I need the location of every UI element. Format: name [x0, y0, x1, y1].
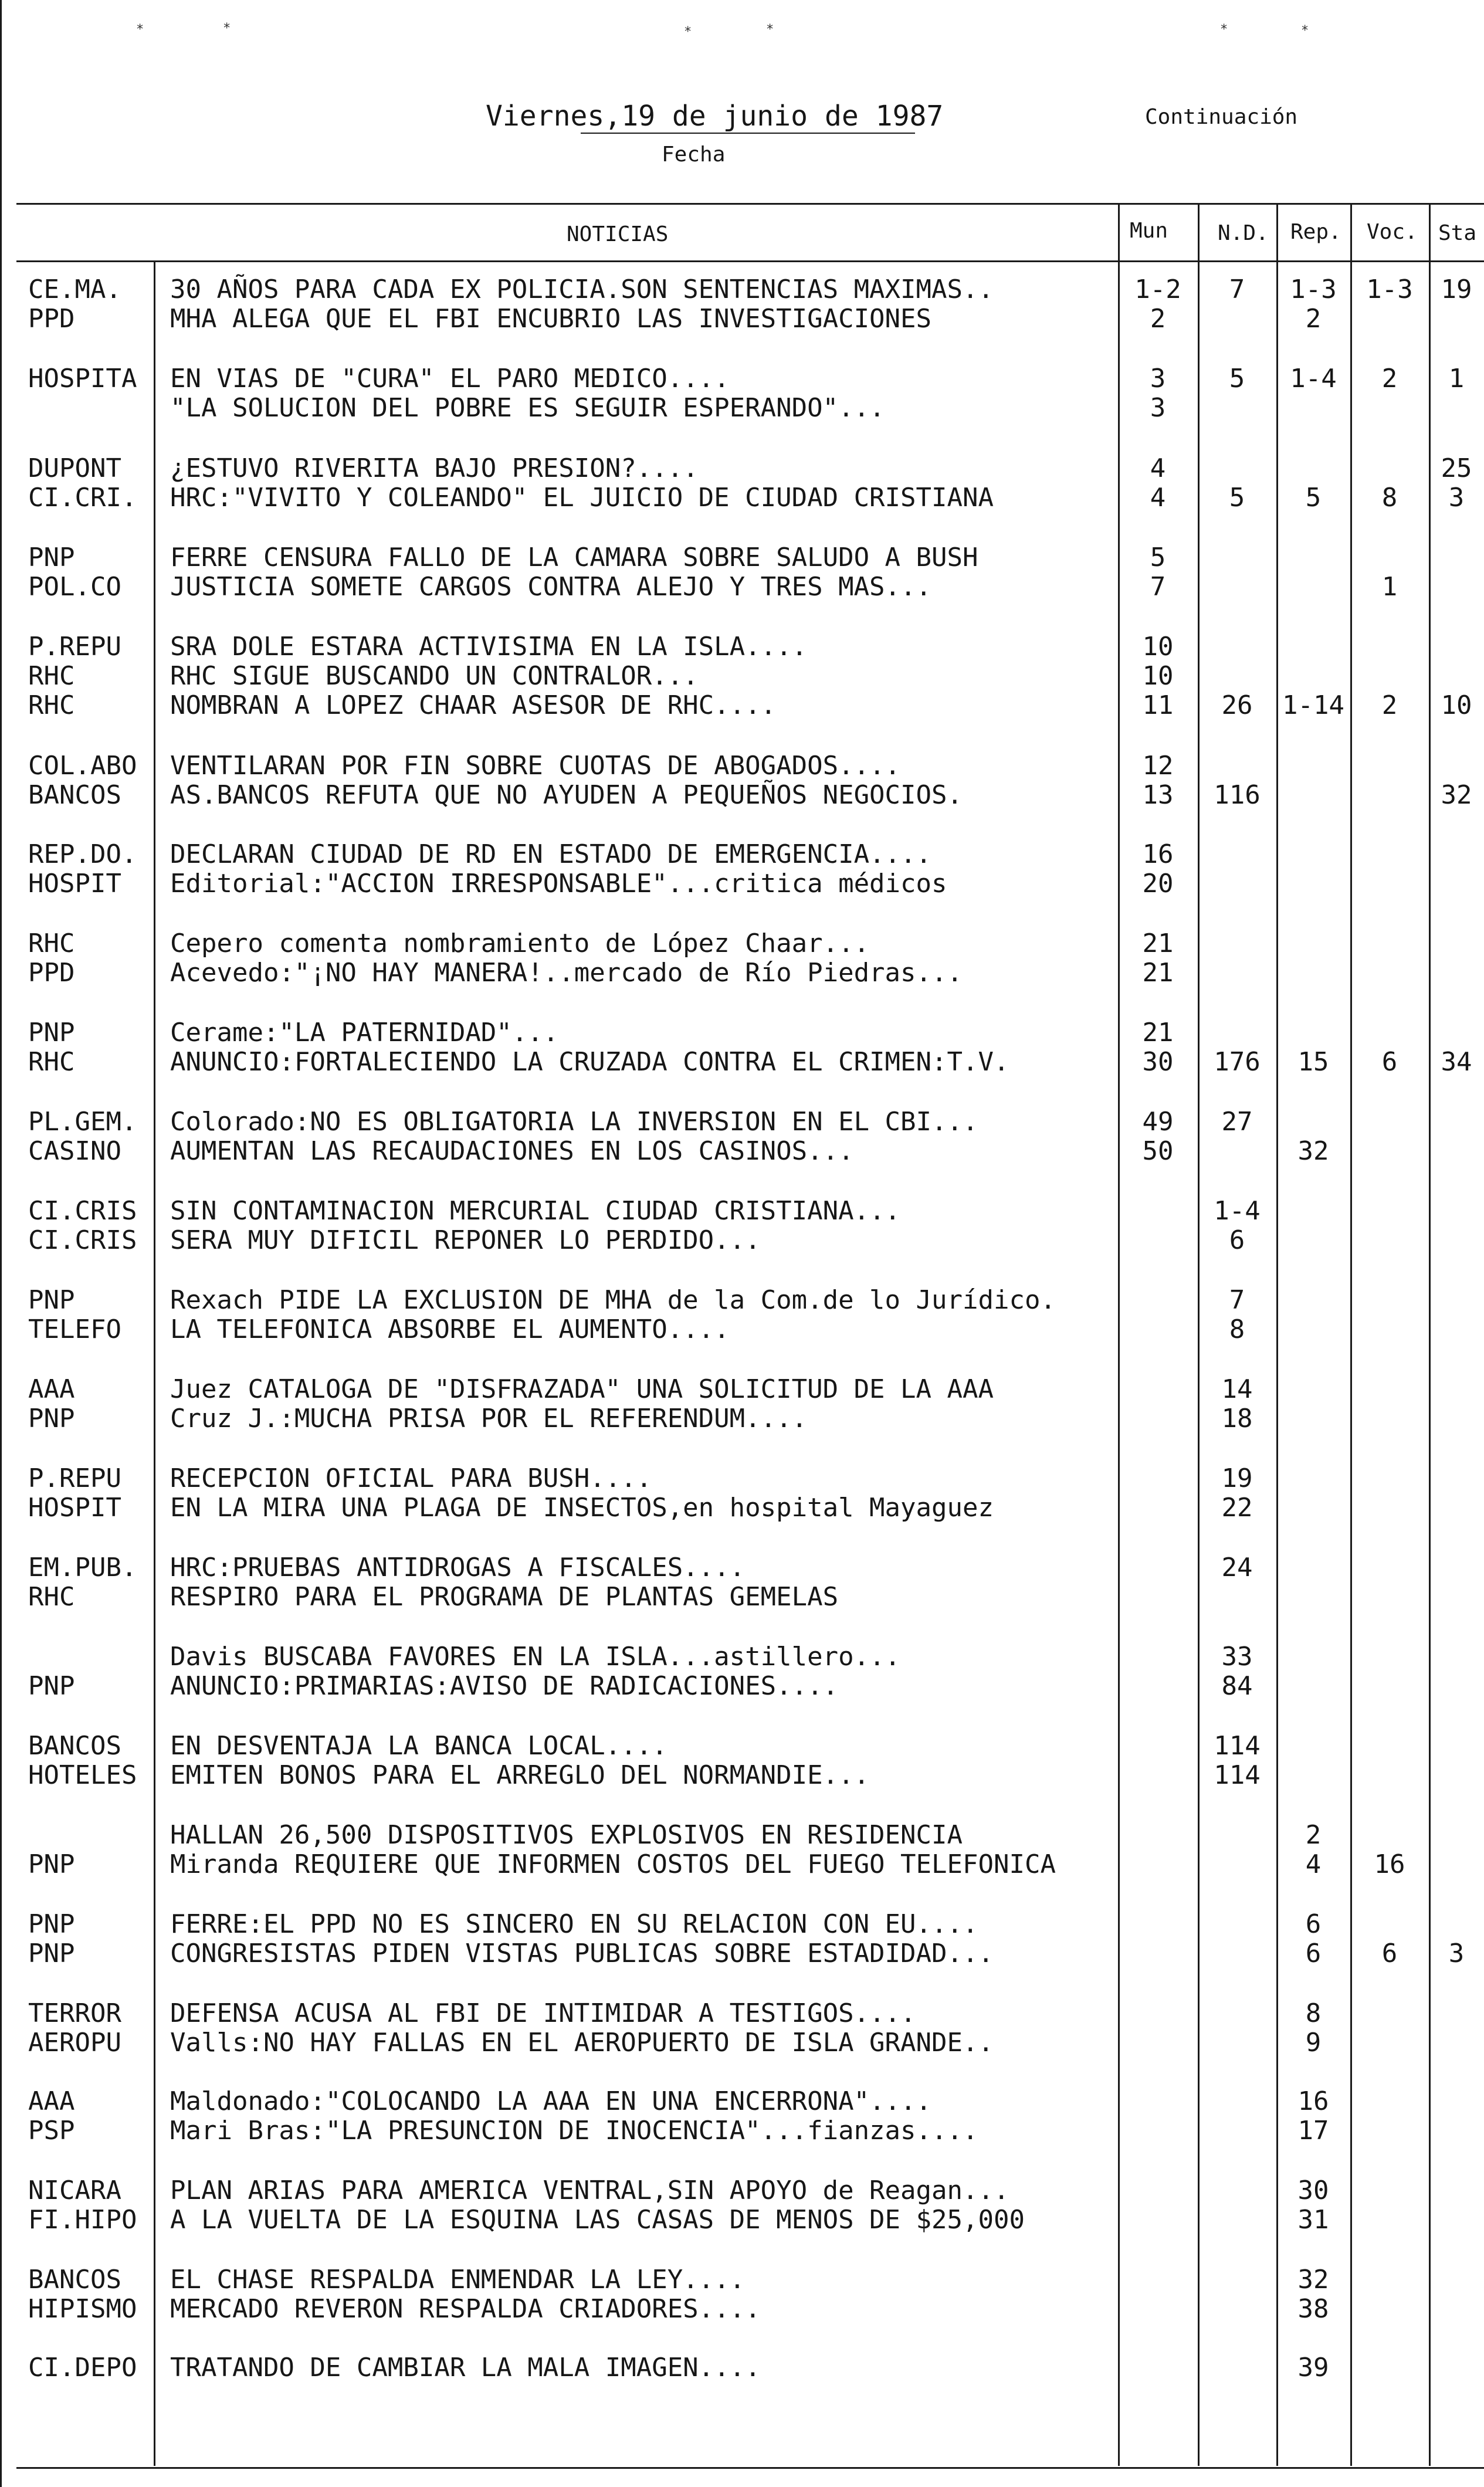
row-mun-value: 30 — [1142, 1047, 1174, 1077]
row-headline: DECLARAN CIUDAD DE RD EN ESTADO DE EMERGENCIA.... — [170, 839, 932, 869]
row-category: POL.CO — [28, 572, 121, 602]
row-category: REP.DO. — [28, 839, 137, 869]
row-nd-value: 26 — [1221, 690, 1253, 720]
table-row — [0, 1107, 1484, 1140]
table-row — [0, 1464, 1484, 1497]
row-category: PNP — [28, 1404, 75, 1434]
row-rep-value: 5 — [1305, 483, 1322, 513]
row-mun-value: 21 — [1142, 929, 1174, 958]
row-category: RHC — [28, 929, 75, 958]
table-row — [0, 483, 1484, 516]
table-row — [0, 2295, 1484, 2327]
row-category: RHC — [28, 1047, 75, 1077]
row-nd-value: 7 — [1229, 1285, 1245, 1315]
row-nd-value: 114 — [1214, 1731, 1261, 1761]
table-row — [0, 1018, 1484, 1051]
row-nd-value: 18 — [1221, 1404, 1253, 1434]
row-rep-value: 1-14 — [1282, 690, 1344, 720]
row-rep-value: 32 — [1297, 2265, 1329, 2295]
row-category: HOSPIT — [28, 869, 121, 899]
table-row — [0, 275, 1484, 308]
row-headline: ¿ESTUVO RIVERITA BAJO PRESION?.... — [170, 453, 699, 483]
row-rep-value: 2 — [1305, 1820, 1322, 1850]
row-category: PL.GEM. — [28, 1107, 137, 1137]
row-mun-value: 10 — [1142, 632, 1174, 662]
row-sta-value: 10 — [1441, 690, 1472, 720]
table-row — [0, 304, 1484, 337]
table-row — [0, 1939, 1484, 1972]
row-headline: Acevedo:"¡NO HAY MANERA!..mercado de Río Piedras... — [170, 958, 963, 988]
table-row — [0, 929, 1484, 962]
table-row — [0, 1048, 1484, 1080]
row-nd-value: 14 — [1221, 1374, 1253, 1404]
row-headline: LA TELEFONICA ABSORBE EL AUMENTO.... — [170, 1314, 730, 1344]
table-row — [0, 1375, 1484, 1408]
table-row — [0, 1583, 1484, 1615]
row-category: PSP — [28, 2116, 75, 2146]
row-headline: "LA SOLUCION DEL POBRE ES SEGUIR ESPERANDO"... — [170, 393, 885, 423]
row-headline: Cepero comenta nombramiento de López Chaar... — [170, 929, 870, 958]
scan-mark: * — [223, 21, 231, 36]
row-headline: RHC SIGUE BUSCANDO UN CONTRALOR... — [170, 661, 699, 691]
row-headline: RESPIRO PARA EL PROGRAMA DE PLANTAS GEMELAS — [170, 1582, 839, 1612]
row-sta-value: 3 — [1448, 1939, 1465, 1968]
scan-mark: * — [766, 22, 774, 37]
row-mun-value: 2 — [1150, 304, 1166, 334]
row-mun-value: 7 — [1150, 572, 1166, 602]
row-rep-value: 31 — [1297, 2205, 1329, 2235]
row-mun-value: 20 — [1142, 869, 1174, 899]
row-headline: Davis BUSCABA FAVORES EN LA ISLA...astillero... — [170, 1642, 901, 1672]
row-rep-value: 38 — [1297, 2294, 1329, 2324]
row-nd-value: 7 — [1229, 275, 1245, 304]
row-category: PPD — [28, 304, 75, 334]
row-category: BANCOS — [28, 780, 121, 810]
table-row — [0, 1732, 1484, 1764]
row-sta-value: 19 — [1441, 275, 1472, 304]
row-nd-value: 84 — [1221, 1671, 1253, 1701]
row-headline: Miranda REQUIERE QUE INFORMEN COSTOS DEL FUEGO TELEFONICA — [170, 1849, 1056, 1879]
row-category: PNP — [28, 1671, 75, 1701]
row-headline: EN LA MIRA UNA PLAGA DE INSECTOS,en hospital Mayaguez — [170, 1493, 994, 1523]
row-headline: DEFENSA ACUSA AL FBI DE INTIMIDAR A TESTIGOS.... — [170, 1998, 916, 2028]
row-category: AAA — [28, 2086, 75, 2116]
row-category: PNP — [28, 1939, 75, 1968]
row-headline: FERRE:EL PPD NO ES SINCERO EN SU RELACION CON EU.... — [170, 1909, 978, 1939]
table-bottom-rule — [16, 2467, 1484, 2469]
row-headline: CONGRESISTAS PIDEN VISTAS PUBLICAS SOBRE ESTADIDAD... — [170, 1939, 994, 1968]
row-rep-value: 32 — [1297, 1136, 1329, 1166]
row-category: FI.HIPO — [28, 2205, 137, 2235]
row-headline: HALLAN 26,500 DISPOSITIVOS EXPLOSIVOS EN RESIDENCIA — [170, 1820, 963, 1850]
row-nd-value: 6 — [1229, 1225, 1245, 1255]
row-headline: AUMENTAN LAS RECAUDACIONES EN LOS CASINOS... — [170, 1136, 854, 1166]
row-category: HOTELES — [28, 1760, 137, 1790]
row-category: AAA — [28, 1374, 75, 1404]
table-row — [0, 1999, 1484, 2032]
row-headline: EN VIAS DE "CURA" EL PARO MEDICO.... — [170, 364, 730, 394]
row-headline: SRA DOLE ESTARA ACTIVISIMA EN LA ISLA.... — [170, 632, 808, 662]
row-nd-value: 24 — [1221, 1553, 1253, 1583]
row-headline: EL CHASE RESPALDA ENMENDAR LA LEY.... — [170, 2265, 746, 2295]
table-row — [0, 1197, 1484, 1229]
row-category: PNP — [28, 1285, 75, 1315]
row-mun-value: 4 — [1150, 483, 1166, 513]
table-row — [0, 2265, 1484, 2298]
scan-mark: * — [684, 25, 692, 39]
table-row — [0, 2205, 1484, 2238]
row-headline: Mari Bras:"LA PRESUNCION DE INOCENCIA"...fianzas.... — [170, 2116, 978, 2146]
table-row — [0, 1286, 1484, 1319]
row-category: RHC — [28, 690, 75, 720]
row-headline: ANUNCIO:FORTALECIENDO LA CRUZADA CONTRA EL CRIMEN:T.V. — [170, 1047, 1009, 1077]
row-voc-value: 2 — [1381, 364, 1398, 394]
row-rep-value: 17 — [1297, 2116, 1329, 2146]
row-headline: MHA ALEGA QUE EL FBI ENCUBRIO LAS INVESTIGACIONES — [170, 304, 932, 334]
row-headline: AS.BANCOS REFUTA QUE NO AYUDEN A PEQUEÑOS NEGOCIOS. — [170, 780, 963, 810]
row-category: TERROR — [28, 1998, 121, 2028]
date-line: Viernes,19 de junio de 1987 — [486, 100, 944, 133]
date-caption: Fecha — [662, 143, 726, 167]
table-row — [0, 1761, 1484, 1794]
table-row — [0, 1850, 1484, 1883]
scan-mark: * — [1301, 23, 1309, 38]
row-nd-value: 5 — [1229, 364, 1245, 394]
col-header-mun: Mun — [1130, 219, 1168, 243]
row-rep-value: 1-3 — [1290, 275, 1337, 304]
row-category: P.REPU — [28, 632, 121, 662]
col-header-voc: Voc. — [1367, 220, 1418, 244]
table-row — [0, 2176, 1484, 2209]
row-nd-value: 114 — [1214, 1760, 1261, 1790]
row-category: EM.PUB. — [28, 1553, 137, 1583]
table-row — [0, 751, 1484, 784]
row-mun-value: 13 — [1142, 780, 1174, 810]
row-voc-value: 1 — [1381, 572, 1398, 602]
row-mun-value: 16 — [1142, 839, 1174, 869]
row-mun-value: 21 — [1142, 1018, 1174, 1048]
row-headline: 30 AÑOS PARA CADA EX POLICIA.SON SENTENCIAS MAXIMAS.. — [170, 275, 994, 304]
row-category: NICARA — [28, 2176, 121, 2205]
table-row — [0, 2028, 1484, 2061]
table-row — [0, 781, 1484, 814]
table-row — [0, 1493, 1484, 1526]
table-row — [0, 2116, 1484, 2149]
table-row — [0, 2087, 1484, 2120]
row-mun-value: 1-2 — [1134, 275, 1181, 304]
row-rep-value: 39 — [1297, 2353, 1329, 2383]
table-row — [0, 1553, 1484, 1586]
table-row — [0, 394, 1484, 426]
table-row — [0, 2353, 1484, 2386]
row-rep-value: 1-4 — [1290, 364, 1337, 394]
row-category: HOSPITA — [28, 364, 137, 394]
row-voc-value: 8 — [1381, 483, 1398, 513]
row-category: DUPONT — [28, 453, 121, 483]
row-category: PNP — [28, 1849, 75, 1879]
table-row — [0, 662, 1484, 694]
row-rep-value: 6 — [1305, 1939, 1322, 1968]
row-sta-value: 3 — [1448, 483, 1465, 513]
scan-mark: * — [1220, 22, 1228, 37]
row-headline: Colorado:NO ES OBLIGATORIA LA INVERSION EN EL CBI... — [170, 1107, 978, 1137]
row-rep-value: 15 — [1297, 1047, 1329, 1077]
table-row — [0, 1315, 1484, 1348]
table-row — [0, 691, 1484, 724]
row-mun-value: 50 — [1142, 1136, 1174, 1166]
row-nd-value: 116 — [1214, 780, 1261, 810]
table-row — [0, 1910, 1484, 1943]
row-mun-value: 10 — [1142, 661, 1174, 691]
table-row — [0, 840, 1484, 873]
row-sta-value: 1 — [1448, 364, 1465, 394]
row-category: PPD — [28, 958, 75, 988]
row-category: BANCOS — [28, 1731, 121, 1761]
row-category: COL.ABO — [28, 751, 137, 781]
row-voc-value: 16 — [1374, 1849, 1405, 1879]
row-headline: ANUNCIO:PRIMARIAS:AVISO DE RADICACIONES.... — [170, 1671, 839, 1701]
row-mun-value: 12 — [1142, 751, 1174, 781]
row-mun-value: 49 — [1142, 1107, 1174, 1137]
row-mun-value: 5 — [1150, 543, 1166, 572]
row-category: RHC — [28, 1582, 75, 1612]
row-rep-value: 16 — [1297, 2086, 1329, 2116]
row-headline: FERRE CENSURA FALLO DE LA CAMARA SOBRE SALUDO A BUSH — [170, 543, 978, 572]
row-headline: HRC:"VIVITO Y COLEANDO" EL JUICIO DE CIUDAD CRISTIANA — [170, 483, 994, 513]
table-row — [0, 632, 1484, 665]
row-headline: JUSTICIA SOMETE CARGOS CONTRA ALEJO Y TRES MAS... — [170, 572, 932, 602]
row-rep-value: 6 — [1305, 1909, 1322, 1939]
row-category: PNP — [28, 543, 75, 572]
row-headline: Valls:NO HAY FALLAS EN EL AEROPUERTO DE ISLA GRANDE.. — [170, 2028, 994, 2058]
table-row — [0, 869, 1484, 902]
row-rep-value: 4 — [1305, 1849, 1322, 1879]
row-nd-value: 22 — [1221, 1493, 1253, 1523]
row-sta-value: 34 — [1441, 1047, 1472, 1077]
table-row — [0, 1404, 1484, 1437]
table-row — [0, 543, 1484, 576]
row-mun-value: 11 — [1142, 690, 1174, 720]
row-category: TELEFO — [28, 1314, 121, 1344]
row-mun-value: 4 — [1150, 453, 1166, 483]
row-voc-value: 1-3 — [1366, 275, 1413, 304]
row-voc-value: 6 — [1381, 1047, 1398, 1077]
table-header-rule — [16, 260, 1484, 262]
row-mun-value: 3 — [1150, 393, 1166, 423]
row-headline: VENTILARAN POR FIN SOBRE CUOTAS DE ABOGADOS.... — [170, 751, 901, 781]
row-nd-value: 5 — [1229, 483, 1245, 513]
row-nd-value: 176 — [1214, 1047, 1261, 1077]
row-mun-value: 21 — [1142, 958, 1174, 988]
row-headline: EMITEN BONOS PARA EL ARREGLO DEL NORMANDIE... — [170, 1760, 870, 1790]
row-category: AEROPU — [28, 2028, 121, 2058]
row-category: BANCOS — [28, 2265, 121, 2295]
col-header-noticias: NOTICIAS — [567, 222, 669, 246]
row-category: P.REPU — [28, 1463, 121, 1493]
row-headline: PLAN ARIAS PARA AMERICA VENTRAL,SIN APOYO de Reagan... — [170, 2176, 1009, 2205]
row-category: PNP — [28, 1018, 75, 1048]
table-row — [0, 1821, 1484, 1854]
row-headline: Rexach PIDE LA EXCLUSION DE MHA de la Com.de lo Jurídico. — [170, 1285, 1056, 1315]
row-headline: TRATANDO DE CAMBIAR LA MALA IMAGEN.... — [170, 2353, 761, 2383]
row-headline: Editorial:"ACCION IRRESPONSABLE"...critica médicos — [170, 869, 947, 899]
row-headline: EN DESVENTAJA LA BANCA LOCAL.... — [170, 1731, 668, 1761]
row-headline: HRC:PRUEBAS ANTIDROGAS A FISCALES.... — [170, 1553, 746, 1583]
row-headline: SERA MUY DIFICIL REPONER LO PERDIDO... — [170, 1225, 761, 1255]
row-voc-value: 2 — [1381, 690, 1398, 720]
table-row — [0, 364, 1484, 397]
row-category: RHC — [28, 661, 75, 691]
row-headline: MERCADO REVERON RESPALDA CRIADORES.... — [170, 2294, 761, 2324]
row-category: CI.CRIS — [28, 1196, 137, 1226]
row-nd-value: 1-4 — [1214, 1196, 1261, 1226]
row-category: HIPISMO — [28, 2294, 137, 2324]
row-category: CI.DEPO — [28, 2353, 137, 2383]
row-category: CASINO — [28, 1136, 121, 1166]
scan-mark: * — [136, 22, 144, 37]
row-headline: NOMBRAN A LOPEZ CHAAR ASESOR DE RHC.... — [170, 690, 777, 720]
row-category: PNP — [28, 1909, 75, 1939]
row-mun-value: 3 — [1150, 364, 1166, 394]
col-header-rep: Rep. — [1290, 220, 1341, 244]
row-headline: SIN CONTAMINACION MERCURIAL CIUDAD CRISTIANA... — [170, 1196, 901, 1226]
row-headline: A LA VUELTA DE LA ESQUINA LAS CASAS DE MENOS DE $25,000 — [170, 2205, 1025, 2235]
table-row — [0, 1226, 1484, 1259]
row-category: CI.CRI. — [28, 483, 137, 513]
row-rep-value: 2 — [1305, 304, 1322, 334]
row-rep-value: 30 — [1297, 2176, 1329, 2205]
row-nd-value: 19 — [1221, 1463, 1253, 1493]
date-underline — [581, 133, 915, 134]
table-row — [0, 1642, 1484, 1675]
row-headline: Cruz J.:MUCHA PRISA POR EL REFERENDUM.... — [170, 1404, 808, 1434]
table-row — [0, 454, 1484, 487]
row-nd-value: 27 — [1221, 1107, 1253, 1137]
table-row — [0, 1137, 1484, 1170]
row-headline: Cerame:"LA PATERNIDAD"... — [170, 1018, 559, 1048]
row-category: HOSPIT — [28, 1493, 121, 1523]
row-headline: RECEPCION OFICIAL PARA BUSH.... — [170, 1463, 652, 1493]
row-sta-value: 25 — [1441, 453, 1472, 483]
row-nd-value: 33 — [1221, 1642, 1253, 1672]
col-header-sta: Sta — [1438, 221, 1477, 245]
row-headline: Maldonado:"COLOCANDO LA AAA EN UNA ENCERRONA".... — [170, 2086, 932, 2116]
row-rep-value: 9 — [1305, 2028, 1322, 2058]
table-row — [0, 958, 1484, 991]
table-top-rule — [16, 203, 1484, 205]
col-header-nd: N.D. — [1218, 221, 1269, 245]
row-category: CE.MA. — [28, 275, 121, 304]
continuation-label: Continuación — [1145, 105, 1298, 129]
table-row — [0, 1672, 1484, 1705]
row-voc-value: 6 — [1381, 1939, 1398, 1968]
row-category: CI.CRIS — [28, 1225, 137, 1255]
row-rep-value: 8 — [1305, 1998, 1322, 2028]
row-sta-value: 32 — [1441, 780, 1472, 810]
table-row — [0, 572, 1484, 605]
row-nd-value: 8 — [1229, 1314, 1245, 1344]
row-headline: Juez CATALOGA DE "DISFRAZADA" UNA SOLICITUD DE LA AAA — [170, 1374, 994, 1404]
